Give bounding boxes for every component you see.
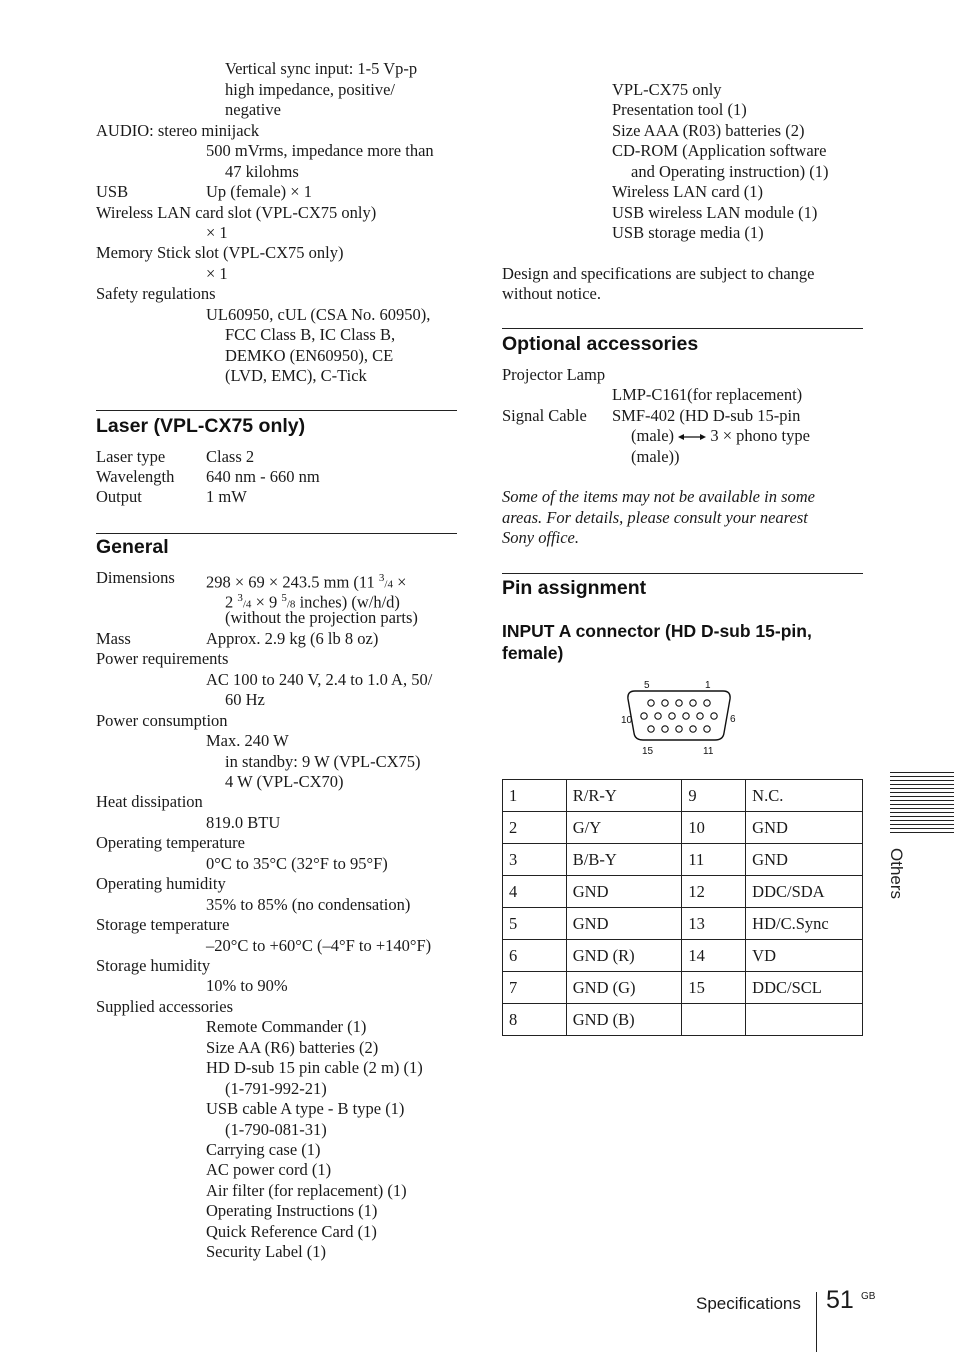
pin-number: 9	[682, 780, 746, 812]
memory-stick-label: Memory Stick slot (VPL-CX75 only)	[96, 243, 344, 262]
pin-signal: N.C.	[746, 780, 863, 812]
laser-value: Class 2	[206, 447, 255, 466]
cx75-item: and Operating instruction) (1)	[631, 162, 829, 181]
pin-signal: B/B-Y	[566, 844, 682, 876]
mass-label: Mass	[96, 629, 131, 648]
dimensions-value: 2 $^3$/4 × 9 $^5$/8 inches) (w/h/d)	[225, 592, 400, 612]
pin-number: 1	[503, 780, 567, 812]
section-tab-label: Others	[887, 848, 906, 900]
heat-dissipation-value: 819.0 BTU	[206, 813, 281, 832]
laser-value: 1 mW	[206, 487, 247, 506]
lamp-value: LMP-C161(for replacement)	[612, 385, 803, 404]
pin-signal: DDC/SDA	[746, 876, 863, 908]
audio-value: 47 kilohms	[225, 162, 299, 181]
supplied-accessories-label: Supplied accessories	[96, 997, 234, 1016]
table-row	[503, 1004, 863, 1036]
mass-value: Approx. 2.9 kg (6 lb 8 oz)	[206, 629, 379, 648]
signal-cable-value: (male) 3 × phono type	[631, 426, 810, 445]
supplied-item: HD D-sub 15 pin cable (2 m) (1)	[206, 1058, 423, 1077]
lamp-label: Projector Lamp	[502, 365, 606, 384]
table-row	[503, 844, 863, 876]
table-row	[503, 972, 863, 1004]
vsync-line: negative	[225, 100, 281, 119]
laser-label: Wavelength	[96, 467, 175, 486]
storage-humidity-value: 10% to 90%	[206, 976, 288, 995]
supplied-item: (1-790-081-31)	[225, 1120, 327, 1139]
supplied-item: (1-791-992-21)	[225, 1079, 327, 1098]
signal-cable-value: SMF-402 (HD D-sub 15-pin	[612, 406, 801, 425]
power-requirements-value: 60 Hz	[225, 690, 265, 709]
pin-number	[682, 1004, 746, 1036]
table-row	[503, 940, 863, 972]
connector-subheading: INPUT A connector (HD D-sub 15-pin, female)	[502, 621, 812, 663]
vsync-line: Vertical sync input: 1-5 Vp-p	[225, 59, 418, 78]
supplied-item: Security Label (1)	[206, 1242, 327, 1261]
storage-temperature-label: Storage temperature	[96, 915, 230, 934]
signal-cable-value: (male))	[631, 447, 680, 466]
pin-number: 15	[682, 972, 746, 1004]
cx75-item: Size AAA (R03) batteries (2)	[612, 121, 805, 140]
footer-divider	[816, 1292, 817, 1352]
section-rule	[502, 328, 863, 329]
pin-label-6: 6	[730, 714, 736, 725]
table-row	[503, 876, 863, 908]
pin-number: 4	[503, 876, 567, 908]
optional-heading: Optional accessories	[502, 333, 699, 355]
operating-humidity-label: Operating humidity	[96, 874, 226, 893]
pin-number: 5	[503, 908, 567, 940]
pin-label-1: 1	[705, 680, 711, 691]
safety-value: FCC Class B, IC Class B,	[225, 325, 396, 344]
cx75-item: USB storage media (1)	[612, 223, 764, 242]
laser-value: 640 nm - 660 nm	[206, 467, 320, 486]
supplied-item: Operating Instructions (1)	[206, 1201, 378, 1220]
storage-humidity-label: Storage humidity	[96, 956, 211, 975]
storage-temperature-value: –20°C to +60°C (–4°F to +140°F)	[206, 936, 432, 955]
pin-signal: GND (R)	[566, 940, 682, 972]
page-number: 51	[826, 1286, 854, 1314]
pin-label-15: 15	[642, 746, 654, 757]
pin-signal: GND (G)	[566, 972, 682, 1004]
supplied-item: Size AA (R6) batteries (2)	[206, 1038, 379, 1057]
power-consumption-value: in standby: 9 W (VPL-CX75)	[225, 752, 421, 771]
availability-note: areas. For details, please consult your nearest	[502, 508, 808, 527]
pin-heading: Pin assignment	[502, 577, 647, 599]
power-consumption-value: 4 W (VPL-CX70)	[225, 772, 344, 791]
dsub-connector-diagram	[615, 676, 745, 758]
pin-number: 8	[503, 1004, 567, 1036]
notice-text: without notice.	[502, 284, 601, 303]
operating-humidity-value: 35% to 85% (no condensation)	[206, 895, 411, 914]
cx75-item: USB wireless LAN module (1)	[612, 203, 818, 222]
vsync-line: high impedance, positive/	[225, 80, 396, 99]
pin-signal: GND	[566, 908, 682, 940]
pin-number: 11	[682, 844, 746, 876]
footer-section-name: Specifications	[696, 1294, 801, 1313]
notice-text: Design and specifications are subject to change	[502, 264, 815, 283]
double-arrow-icon	[678, 432, 706, 442]
power-consumption-value: Max. 240 W	[206, 731, 289, 750]
safety-value: UL60950, cUL (CSA No. 60950),	[206, 305, 431, 324]
wlan-slot-value: × 1	[206, 223, 228, 242]
supplied-item: Air filter (for replacement) (1)	[206, 1181, 407, 1200]
laser-label: Output	[96, 487, 142, 506]
audio-value: 500 mVrms, impedance more than	[206, 141, 434, 160]
audio-label: AUDIO: stereo minijack	[96, 121, 260, 140]
availability-note: Some of the items may not be available in some	[502, 487, 815, 506]
section-tab-stripes	[890, 772, 954, 836]
laser-heading: Laser (VPL-CX75 only)	[96, 415, 306, 437]
power-requirements-value: AC 100 to 240 V, 2.4 to 1.0 A, 50/	[206, 670, 433, 689]
table-row	[503, 908, 863, 940]
wlan-slot-label: Wireless LAN card slot (VPL-CX75 only)	[96, 203, 377, 222]
pin-number: 12	[682, 876, 746, 908]
supplied-item: Quick Reference Card (1)	[206, 1222, 377, 1241]
heat-dissipation-label: Heat dissipation	[96, 792, 203, 811]
pin-signal: HD/C.Sync	[746, 908, 863, 940]
pin-number: 7	[503, 972, 567, 1004]
dimensions-value: (without the projection parts)	[225, 608, 418, 627]
memory-stick-value: × 1	[206, 264, 228, 283]
pin-signal: VD	[746, 940, 863, 972]
section-rule	[96, 410, 457, 411]
usb-label: USB	[96, 182, 129, 201]
pin-label-5: 5	[644, 680, 650, 691]
operating-temperature-value: 0°C to 35°C (32°F to 95°F)	[206, 854, 388, 873]
pin-number: 14	[682, 940, 746, 972]
pin-signal: GND	[746, 844, 863, 876]
cx75-item: CD-ROM (Application software	[612, 141, 827, 160]
safety-value: (LVD, EMC), C-Tick	[225, 366, 367, 385]
availability-note: Sony office.	[502, 528, 579, 547]
pin-number: 6	[503, 940, 567, 972]
pin-signal: DDC/SCL	[746, 972, 863, 1004]
usb-value: Up (female) × 1	[206, 182, 312, 201]
pin-signal	[746, 1004, 863, 1036]
safety-value: DEMKO (EN60950), CE	[225, 346, 394, 365]
pin-signal: GND	[746, 812, 863, 844]
section-rule	[96, 533, 457, 534]
power-requirements-label: Power requirements	[96, 649, 229, 668]
pin-label-10: 10	[621, 715, 633, 726]
general-heading: General	[96, 536, 169, 558]
table-row	[503, 780, 863, 812]
pin-table	[502, 779, 863, 1036]
power-consumption-label: Power consumption	[96, 711, 228, 730]
pin-number: 3	[503, 844, 567, 876]
dimensions-value: 298 × 69 × 243.5 mm (11 $^3$/4 ×	[206, 572, 407, 592]
page-language-code: GB	[861, 1291, 876, 1302]
pin-number: 10	[682, 812, 746, 844]
pin-signal: GND (B)	[566, 1004, 682, 1036]
supplied-item: Remote Commander (1)	[206, 1017, 367, 1036]
safety-label: Safety regulations	[96, 284, 216, 303]
pin-signal: GND	[566, 876, 682, 908]
pin-signal: G/Y	[566, 812, 682, 844]
supplied-item: AC power cord (1)	[206, 1160, 332, 1179]
pin-label-11: 11	[703, 746, 714, 757]
cx75-item: VPL-CX75 only	[612, 80, 722, 99]
pin-number: 13	[682, 908, 746, 940]
table-row	[503, 812, 863, 844]
cx75-item: Presentation tool (1)	[612, 100, 747, 119]
pin-signal: R/R-Y	[566, 780, 682, 812]
operating-temperature-label: Operating temperature	[96, 833, 245, 852]
laser-label: Laser type	[96, 447, 166, 466]
signal-cable-label: Signal Cable	[502, 406, 587, 425]
section-rule	[502, 573, 863, 574]
supplied-item: Carrying case (1)	[206, 1140, 321, 1159]
pin-number: 2	[503, 812, 567, 844]
supplied-item: USB cable A type - B type (1)	[206, 1099, 405, 1118]
dimensions-label: Dimensions	[96, 568, 175, 587]
cx75-item: Wireless LAN card (1)	[612, 182, 763, 201]
